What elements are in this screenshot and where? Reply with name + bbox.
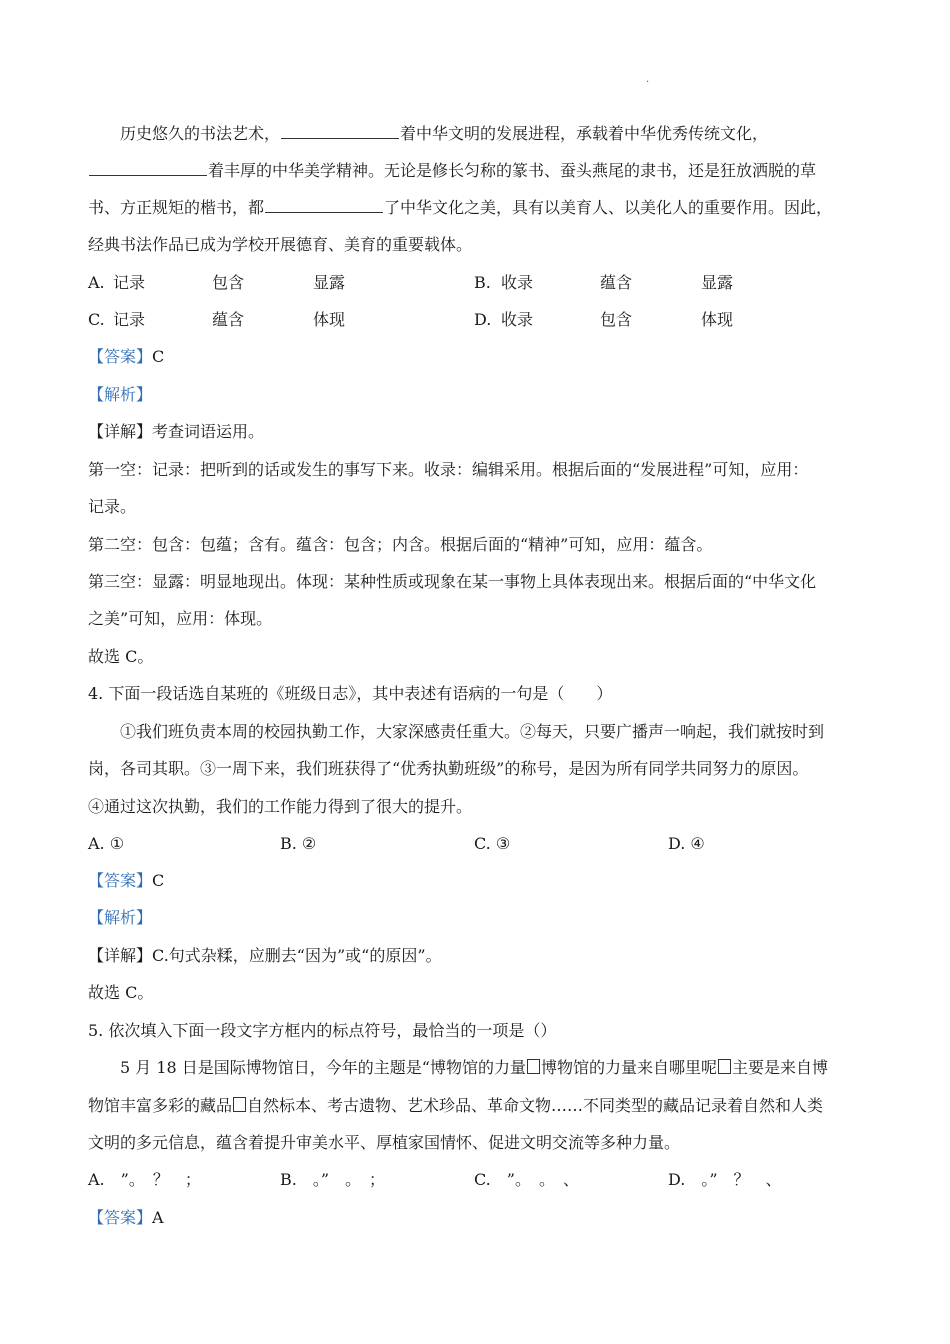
q5-passage-line-1 — [120, 1056, 900, 1080]
q5-stem: 5. 依次填入下面一段文字方框内的标点符号，最恰当的一项是（） — [88, 1021, 557, 1040]
punctuation-box-1 — [527, 1059, 540, 1074]
q4-analysis-heading — [88, 906, 868, 930]
answer-value: C — [152, 871, 165, 890]
punctuation-box-3 — [233, 1097, 246, 1112]
q3-option-a-word-1: 记录 — [113, 273, 146, 292]
q4-stem: 4. 下面一段话选自某班的《班级日志》，其中表述有语病的一句是（ ） — [88, 684, 613, 703]
analysis-tag: 【解析】 — [88, 908, 153, 927]
q3-option-b-word-3: 显露 — [701, 273, 734, 292]
q3-text: 书、方正规矩的楷书，都 — [88, 198, 265, 217]
fill-blank-3 — [265, 196, 383, 213]
analysis-tag: 【解析】 — [88, 385, 153, 404]
q4-option-d: D. ④ — [668, 834, 705, 853]
q4-answer — [88, 869, 868, 893]
q5-option-c: C. ”。 。 、 — [474, 1170, 579, 1189]
q4-option-c: C. ③ — [474, 834, 511, 853]
fill-blank-1 — [281, 122, 399, 139]
q3-passage-line-4: 经典书法作品已成为学校开展德育、美育的重要载体。 — [88, 235, 473, 254]
q5-text: 博物馆的力量来自哪里呢 — [540, 1058, 717, 1077]
q3-option-b-word-1: 收录 — [501, 273, 534, 292]
q5-option-b: B. 。” 。 ； — [280, 1170, 386, 1189]
q5-text: 自然标本、考古遗物、艺术珍品、革命文物……不同类型的藏品记录着自然和人类 — [247, 1096, 824, 1115]
q5-passage-line-3: 文明的多元信息，蕴含着提升审美水平、厚植家国情怀、促进文明交流等多种力量。 — [88, 1133, 681, 1152]
q3-option-b-word-2: 蕴含 — [600, 273, 633, 292]
detail-text: 考查词语运用。 — [152, 422, 265, 441]
answer-tag: 【答案】 — [88, 871, 153, 890]
q3-text: 着丰厚的中华美学精神。无论是修长匀称的篆书、蚕头燕尾的隶书，还是狂放洒脱的草 — [208, 161, 817, 180]
q4-conclusion: 故选 C。 — [88, 983, 154, 1002]
q3-explanation-2: 第二空：包含：包蕴；含有。蕴含：包含；内含。根据后面的“精神”可知，应用：蕴含。 — [88, 535, 713, 554]
q3-option-c-word-1: 记录 — [113, 310, 146, 329]
q3-passage-line-2 — [88, 159, 868, 183]
q3-option-a-word-2: 包含 — [212, 273, 245, 292]
q4-passage-line-1: ①我们班负责本周的校园执勤工作，大家深感责任重大。②每天，只要广播声一响起，我们就按时到 — [120, 722, 825, 741]
q5-text: 物馆丰富多彩的藏品 — [88, 1096, 233, 1115]
q3-text: 着中华文明的发展进程，承载着中华优秀传统文化， — [400, 124, 769, 143]
q5-text: 5 月 18 日是国际博物馆日，今年的主题是“博物馆的力量 — [120, 1058, 526, 1077]
q5-option-d: D. 。” ？ 、 — [668, 1170, 782, 1189]
q3-passage-line-1 — [120, 122, 900, 146]
q3-option-d-word-3: 体现 — [701, 310, 734, 329]
detail-text: C.句式杂糅，应删去“因为”或“的原因”。 — [152, 946, 442, 965]
q5-passage-line-2 — [88, 1094, 868, 1118]
q5-option-a: A. ”。 ？ ； — [88, 1170, 201, 1189]
q3-option-d-label: D. — [474, 310, 492, 329]
q4-option-b: B. ② — [280, 834, 317, 853]
fill-blank-2 — [89, 159, 207, 176]
q5-text: 主要是来自博 — [732, 1058, 829, 1077]
q4-option-a: A. ① — [88, 834, 125, 853]
answer-value: C — [152, 347, 165, 366]
q3-text: 了中华文化之美，具有以美育人、以美化人的重要作用。因此， — [384, 198, 833, 217]
q3-text: 历史悠久的书法艺术， — [120, 124, 281, 143]
q3-answer — [88, 345, 868, 369]
q3-explanation-3a: 第三空：显露：明显地现出。体现：某种性质或现象在某一事物上具体表现出来。根据后面的“中华文化 — [88, 572, 817, 591]
q4-passage-line-3: ④通过这次执勤，我们的工作能力得到了很大的提升。 — [88, 797, 473, 816]
q3-option-c-word-3: 体现 — [313, 310, 346, 329]
q3-detail — [88, 420, 868, 444]
top-mark: . — [646, 74, 650, 85]
q3-analysis-heading — [88, 383, 868, 407]
q3-explanation-3b: 之美”可知，应用：体现。 — [88, 609, 273, 628]
q3-option-d-word-1: 收录 — [501, 310, 534, 329]
q5-answer — [88, 1206, 868, 1230]
answer-tag: 【答案】 — [88, 347, 153, 366]
q3-option-b-label: B. — [474, 273, 491, 292]
q3-explanation-1b: 记录。 — [88, 497, 137, 516]
q3-option-a-label: A. — [88, 273, 105, 292]
q3-passage-line-3 — [88, 196, 868, 220]
detail-tag: 【详解】 — [88, 422, 153, 441]
punctuation-box-2 — [718, 1059, 731, 1074]
q3-option-c-label: C. — [88, 310, 105, 329]
q3-conclusion: 故选 C。 — [88, 647, 154, 666]
q3-option-c-word-2: 蕴含 — [212, 310, 245, 329]
q3-option-d-word-2: 包含 — [600, 310, 633, 329]
answer-tag: 【答案】 — [88, 1208, 153, 1227]
answer-value: A — [152, 1208, 164, 1227]
q3-explanation-1a: 第一空：记录：把听到的话或发生的事写下来。收录：编辑采用。根据后面的“发展进程”可知，应用： — [88, 460, 809, 479]
q4-passage-line-2: 岗，各司其职。③一周下来，我们班获得了“优秀执勤班级”的称号，是因为所有同学共同努力的原因。 — [88, 759, 809, 778]
q4-detail — [88, 944, 868, 968]
q3-option-a-word-3: 显露 — [313, 273, 346, 292]
detail-tag: 【详解】 — [88, 946, 153, 965]
